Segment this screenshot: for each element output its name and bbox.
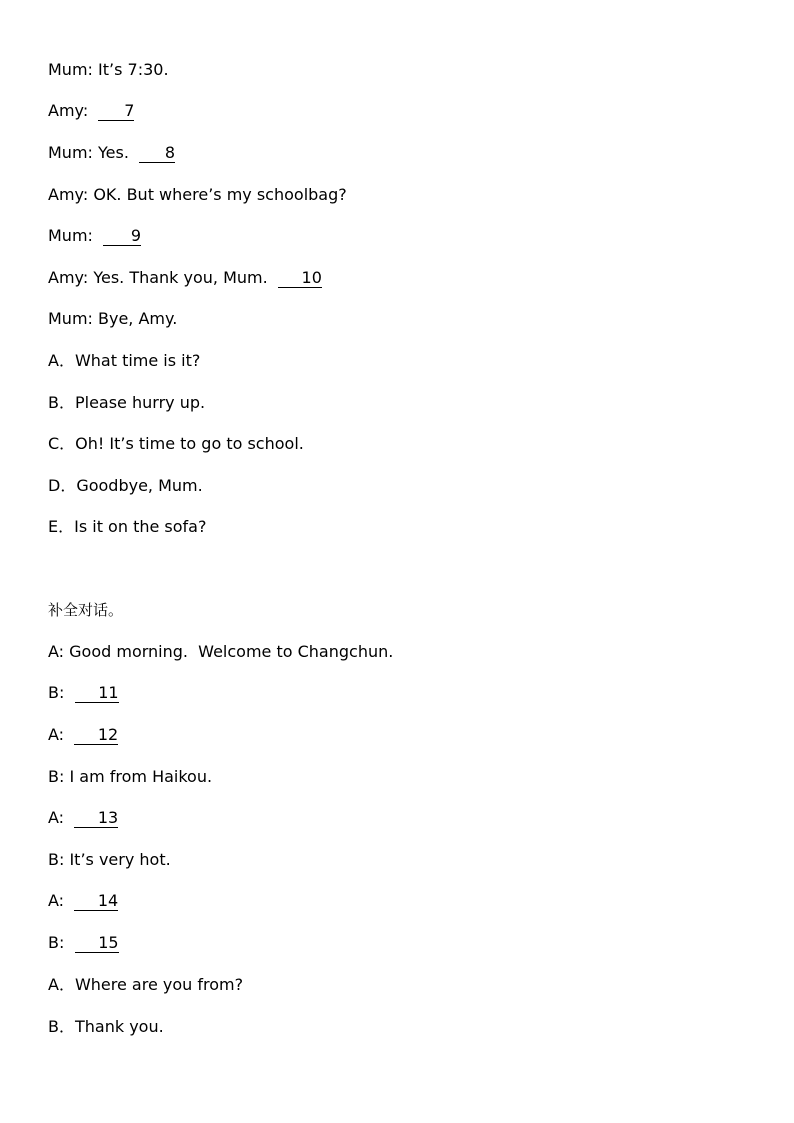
line-text: Yes. Thank you, Mum.: [88, 268, 278, 287]
speaker: Mum:: [48, 60, 93, 79]
answer-blank[interactable]: 8: [139, 144, 175, 163]
answer-blank[interactable]: 11: [75, 684, 119, 703]
dialogue-line: [48, 725, 118, 745]
dialogue-line: [48, 268, 322, 288]
line-text: Good morning. Welcome to Changchun.: [64, 642, 394, 661]
speaker: Amy:: [48, 185, 89, 204]
line-text: I am from Haikou.: [64, 767, 213, 786]
line-text: [93, 226, 103, 245]
line-text: [64, 933, 74, 952]
dialogue-line: [48, 683, 119, 703]
dialogue-line: [48, 226, 141, 246]
section-heading: 补全对话。: [48, 601, 124, 619]
speaker: A:: [48, 891, 65, 910]
option-item: C．Oh! It’s time to go to school.: [48, 434, 304, 453]
speaker: A:: [48, 725, 65, 744]
option-item: A．What time is it?: [48, 351, 201, 370]
dialogue-line: [48, 60, 169, 80]
line-text: [64, 725, 74, 744]
dialogue-line: [48, 185, 347, 205]
dialogue-line: [48, 891, 118, 911]
line-text: [64, 683, 74, 702]
option-item: D．Goodbye, Mum.: [48, 476, 203, 495]
answer-blank[interactable]: 14: [74, 892, 118, 911]
option-item: A．Where are you from?: [48, 975, 244, 994]
speaker: Mum:: [48, 143, 93, 162]
answer-blank[interactable]: 9: [103, 227, 141, 246]
speaker: B:: [48, 850, 65, 869]
speaker: A:: [48, 808, 65, 827]
answer-blank[interactable]: 12: [74, 726, 118, 745]
dialogue-line: [48, 642, 393, 662]
line-text: OK. But where’s my schoolbag?: [88, 185, 347, 204]
dialogue-line: [48, 933, 119, 953]
option-item: B．Please hurry up.: [48, 393, 206, 412]
line-text: Bye, Amy.: [92, 309, 178, 328]
speaker: B:: [48, 683, 65, 702]
dialogue-line: [48, 143, 175, 163]
line-text: [64, 891, 74, 910]
dialogue-line: [48, 850, 171, 870]
answer-blank[interactable]: 15: [75, 934, 119, 953]
answer-blank[interactable]: 10: [278, 269, 322, 288]
dialogue-line: [48, 309, 177, 329]
dialogue-line: [48, 767, 212, 787]
line-text: It’s 7:30.: [92, 60, 169, 79]
dialogue-line: [48, 808, 118, 828]
answer-blank[interactable]: 13: [74, 809, 118, 828]
option-item: E．Is it on the sofa?: [48, 517, 207, 536]
speaker: Amy:: [48, 101, 89, 120]
dialogue-line: [48, 101, 134, 121]
speaker: B:: [48, 933, 65, 952]
option-item: B．Thank you.: [48, 1017, 164, 1036]
speaker: A:: [48, 642, 65, 661]
speaker: B:: [48, 767, 65, 786]
line-text: [64, 808, 74, 827]
speaker: Mum:: [48, 309, 93, 328]
line-text: It’s very hot.: [64, 850, 171, 869]
speaker: Amy:: [48, 268, 89, 287]
speaker: Mum:: [48, 226, 93, 245]
answer-blank[interactable]: 7: [98, 102, 134, 121]
line-text: Yes.: [92, 143, 140, 162]
line-text: [88, 101, 98, 120]
